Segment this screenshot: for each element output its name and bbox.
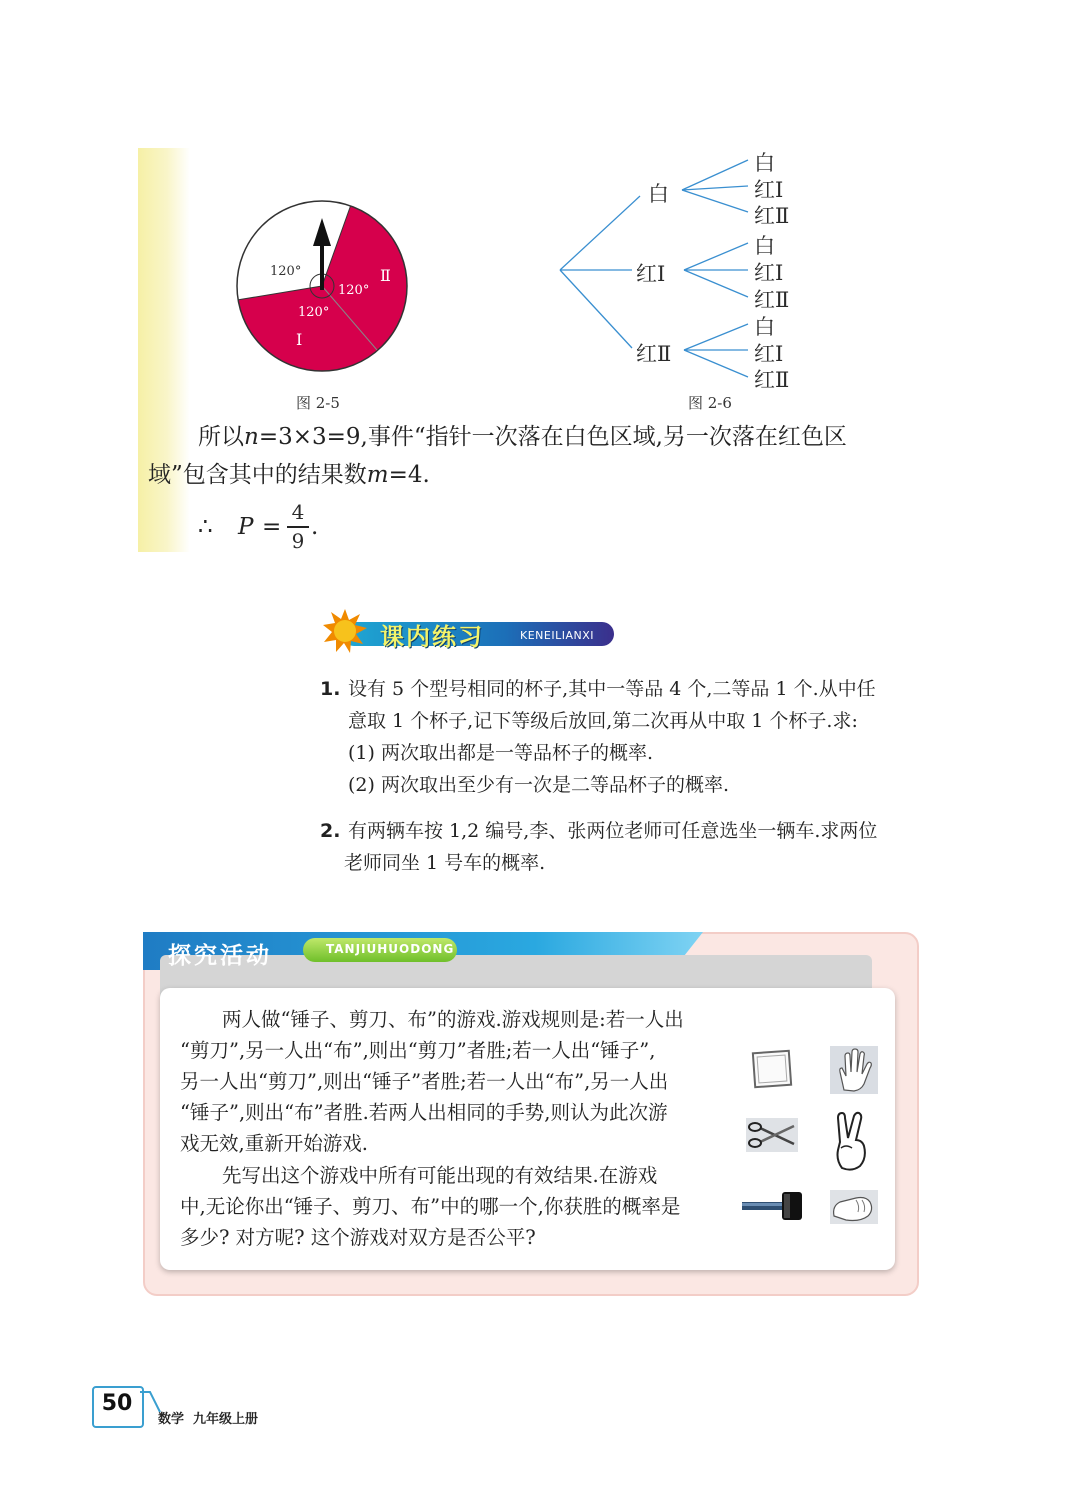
angle-label-center: 120°	[298, 305, 330, 320]
sun-icon	[322, 608, 368, 654]
scissors-icon	[746, 1118, 798, 1152]
fraction-bar	[287, 526, 309, 528]
figure-caption-2-6: 图 2-6	[688, 394, 732, 412]
tree-l1-node: 红Ⅰ	[636, 262, 666, 286]
practice-header	[322, 608, 617, 654]
fraction-period: .	[311, 514, 319, 540]
therefore-symbol: ∴	[198, 514, 213, 540]
practice-subtitle: KENEILIANXI	[520, 629, 594, 642]
tree-l2-node: 红Ⅱ	[754, 288, 790, 312]
tree-l2-node: 红Ⅱ	[754, 368, 790, 392]
cloth-icon	[748, 1046, 798, 1092]
exercise-2-line-1: 有两辆车按 1,2 编号,李、张两位老师可任意选坐一辆车.求两位	[348, 820, 878, 842]
region-label-II: Ⅱ	[380, 266, 391, 285]
explore-p2-line-1: 先写出这个游戏中所有可能出现的有效结果.在游戏	[222, 1164, 658, 1187]
explore-title: 探究活动	[168, 943, 272, 969]
tree-diagram-lines	[0, 0, 1080, 420]
solution-line-2: 域”包含其中的结果数m=4.	[148, 462, 430, 488]
tree-l2-node: 白	[754, 151, 775, 175]
explore-p1-line-2: “剪刀”,另一人出“布”,则出“剪刀”者胜;若一人出“锤子”,	[180, 1039, 656, 1062]
explore-p1-line-4: “锤子”,则出“布”者胜.若两人出相同的手势,则认为此次游	[180, 1101, 668, 1124]
hammer-icon	[740, 1188, 806, 1224]
tree-l2-node: 红Ⅰ	[754, 261, 784, 285]
tree-l2-node: 红Ⅰ	[754, 342, 784, 366]
tree-l1-node: 红Ⅱ	[636, 342, 672, 366]
open-hand-icon	[830, 1046, 878, 1094]
angle-label-white: 120°	[270, 264, 302, 279]
tree-l2-node: 白	[754, 234, 775, 258]
exercise-1-part-1: (1) 两次取出都是一等品杯子的概率.	[348, 742, 653, 764]
exercise-1-part-2: (2) 两次取出至少有一次是二等品杯子的概率.	[348, 774, 729, 796]
explore-p2-line-3: 多少? 对方呢? 这个游戏对双方是否公平?	[180, 1226, 536, 1249]
exercise-1-line-1: 设有 5 个型号相同的杯子,其中一等品 4 个,二等品 1 个.从中任	[348, 678, 876, 700]
page-number: 50	[101, 1391, 133, 1416]
fraction-numerator: 4	[291, 500, 305, 524]
v-hand-icon	[832, 1110, 872, 1172]
exercise-2-line-2: 老师同坐 1 号车的概率.	[344, 852, 546, 874]
fist-icon	[830, 1190, 878, 1224]
practice-title: 课内练习	[380, 623, 484, 651]
book-title: 数学 九年级上册	[158, 1412, 259, 1427]
explore-p1-line-5: 戏无效,重新开始游戏.	[180, 1132, 368, 1155]
solution-line-1: 所以n=3×3=9,事件“指针一次落在白色区域,另一次落在红色区	[198, 424, 847, 450]
explore-p2-line-2: 中,无论你出“锤子、剪刀、布”中的哪一个,你获胜的概率是	[180, 1195, 681, 1218]
tree-l2-node: 红Ⅰ	[754, 178, 784, 202]
tree-l2-node: 白	[754, 315, 775, 339]
explore-p1-line-1: 两人做“锤子、剪刀、布”的游戏.游戏规则是:若一人出	[222, 1008, 684, 1031]
equals-sign: =	[262, 514, 282, 540]
tree-l2-node: 红Ⅱ	[754, 204, 790, 228]
explore-subtitle: TANJIUHUODONG	[326, 942, 455, 956]
tree-l1-node: 白	[648, 182, 669, 206]
exercise-1-line-2: 意取 1 个杯子,记下等级后放回,第二次再从中取 1 个杯子.求:	[348, 710, 858, 732]
probability-symbol: P	[238, 514, 254, 540]
figure-caption-2-5: 图 2-5	[296, 394, 340, 412]
exercise-2-number: 2.	[320, 820, 341, 842]
fraction-denominator: 9	[291, 529, 305, 553]
exercise-1-number: 1.	[320, 678, 341, 700]
region-label-I: Ⅰ	[296, 330, 303, 349]
angle-label-right: 120°	[338, 283, 370, 298]
explore-p1-line-3: 另一人出“剪刀”,则出“锤子”者胜;若一人出“布”,另一人出	[180, 1070, 669, 1093]
